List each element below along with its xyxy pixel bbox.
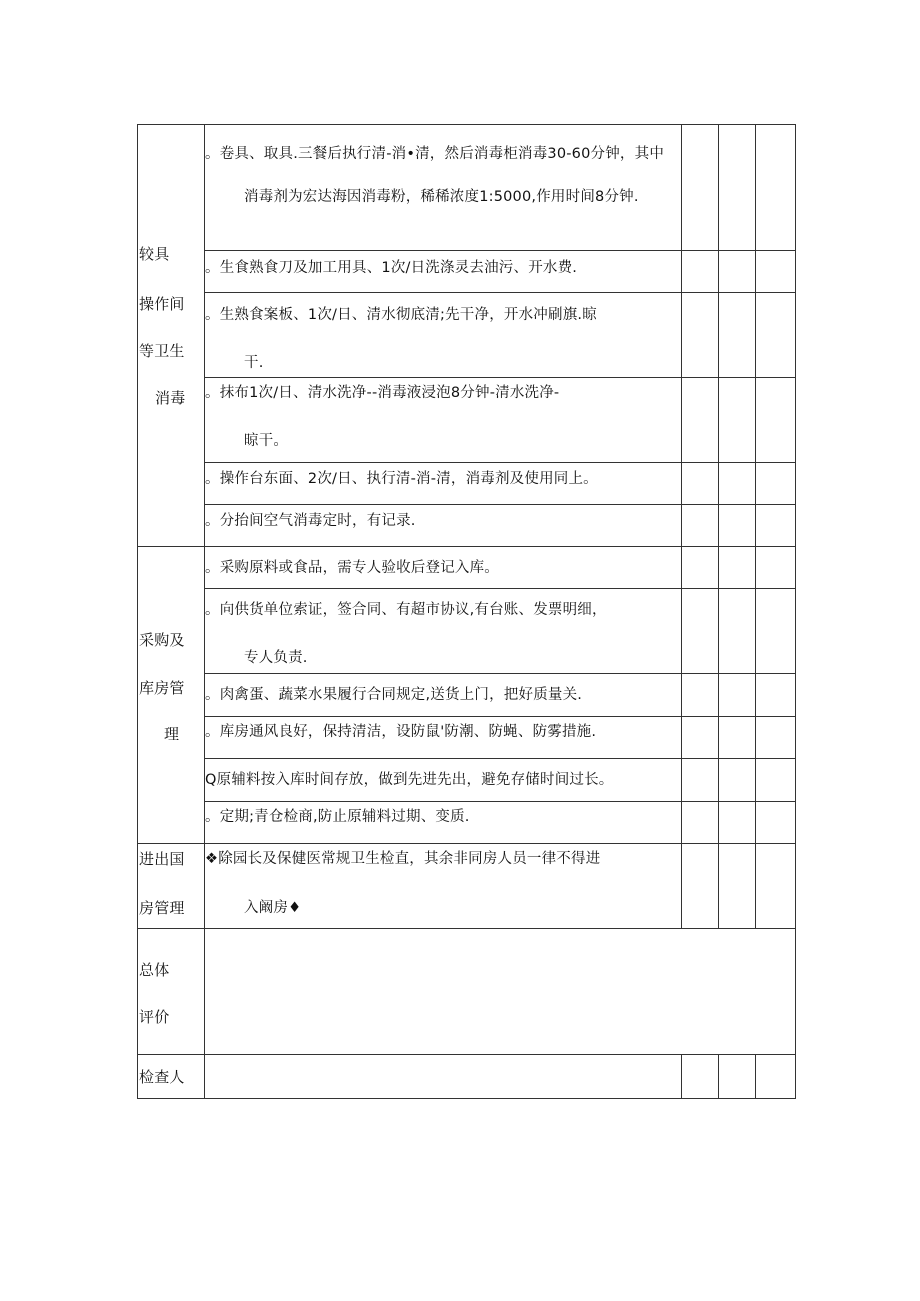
item-text: 。抹布1次/日、清水洗净--消毒液浸泡8分钟-清水洗净- [205,385,560,401]
section-label-access-1: 进出国 [139,850,185,868]
item-text: 。肉禽蛋、蔬菜水果履行合同规定,送货上门，把好质量关. [205,687,583,703]
section-label-purchase-3: 理 [164,725,180,743]
row-divider [204,588,795,589]
row-divider [204,377,795,378]
item-text: 。卷具、取具.三餐后执行清-消•清，然后消毒柜消毒30-60分钟，其中 [205,146,665,162]
section-label-disinfection-2: 操作间 [139,295,185,313]
col-divider-check-1 [681,125,682,928]
row-divider [204,801,795,802]
inspection-table [137,124,796,1099]
section-divider [138,843,795,844]
row-divider [204,716,795,717]
item-text: 。向供货单位索证，签合同、有超市协议,有台账、发票明细， [205,602,607,618]
section-divider [138,1054,795,1055]
row-divider [204,758,795,759]
section-label-disinfection-1: 较具 [139,245,170,263]
row-divider [204,673,795,674]
item-text: Q原辅料按入库时间存放，做到先进先出，避免存储时间过长。 [205,772,614,788]
item-text: 晾干。 [244,433,289,449]
row-divider [204,250,795,251]
row-divider [204,504,795,505]
item-text: 。定期;青仓检商,防止原辅料过期、变质. [205,809,470,825]
item-text: 。分抬间空气消毒定时，有记录. [205,513,416,529]
item-text: 。库房通风良好，保持清洁，设防鼠'防潮、防蝇、防雾措施. [205,724,597,740]
section-label-overall-2: 评价 [139,1008,170,1026]
section-label-disinfection-4: 消毒 [155,389,186,407]
col-divider-check-3 [755,125,756,928]
item-text: 入阚房♦ [244,900,302,916]
col-divider-check-2b [718,1054,719,1098]
section-label-disinfection-3: 等卫生 [139,342,185,360]
item-text: ❖除园长及保健医常规卫生检直，其余非同房人员一律不得进 [205,851,601,867]
item-text: 。采购原料或食品，需专人验收后登记入库。 [205,560,499,576]
row-divider [204,462,795,463]
section-label-overall-1: 总体 [139,961,170,979]
row-divider [204,292,795,293]
section-divider [138,546,795,547]
section-label-purchase-2: 库房管 [139,679,185,697]
item-text: 消毒剂为宏达海因消毒粉，稀稀浓度1:5000,作用时间8分钟. [244,189,639,205]
section-label-inspector: 检查人 [139,1068,185,1086]
col-divider-check-3b [755,1054,756,1098]
col-divider-check-1b [681,1054,682,1098]
section-label-access-2: 房管理 [139,899,185,917]
item-text: 。生熟食案板、1次/日、清水彻底清;先干净，开水冲刷旗.晾 [205,307,597,323]
item-text: 。生食熟食刀及加工用具、1次/日洗涤灵去油污、开水费. [205,260,578,276]
section-label-purchase-1: 采购及 [139,631,185,649]
item-text: 专人负责. [244,650,308,666]
item-text: 干. [244,355,264,371]
item-text: 。操作台东面、2次/日、执行清-消-清，消毒剂及使用同上。 [205,471,598,487]
section-divider [138,928,795,929]
col-divider-check-2 [718,125,719,928]
